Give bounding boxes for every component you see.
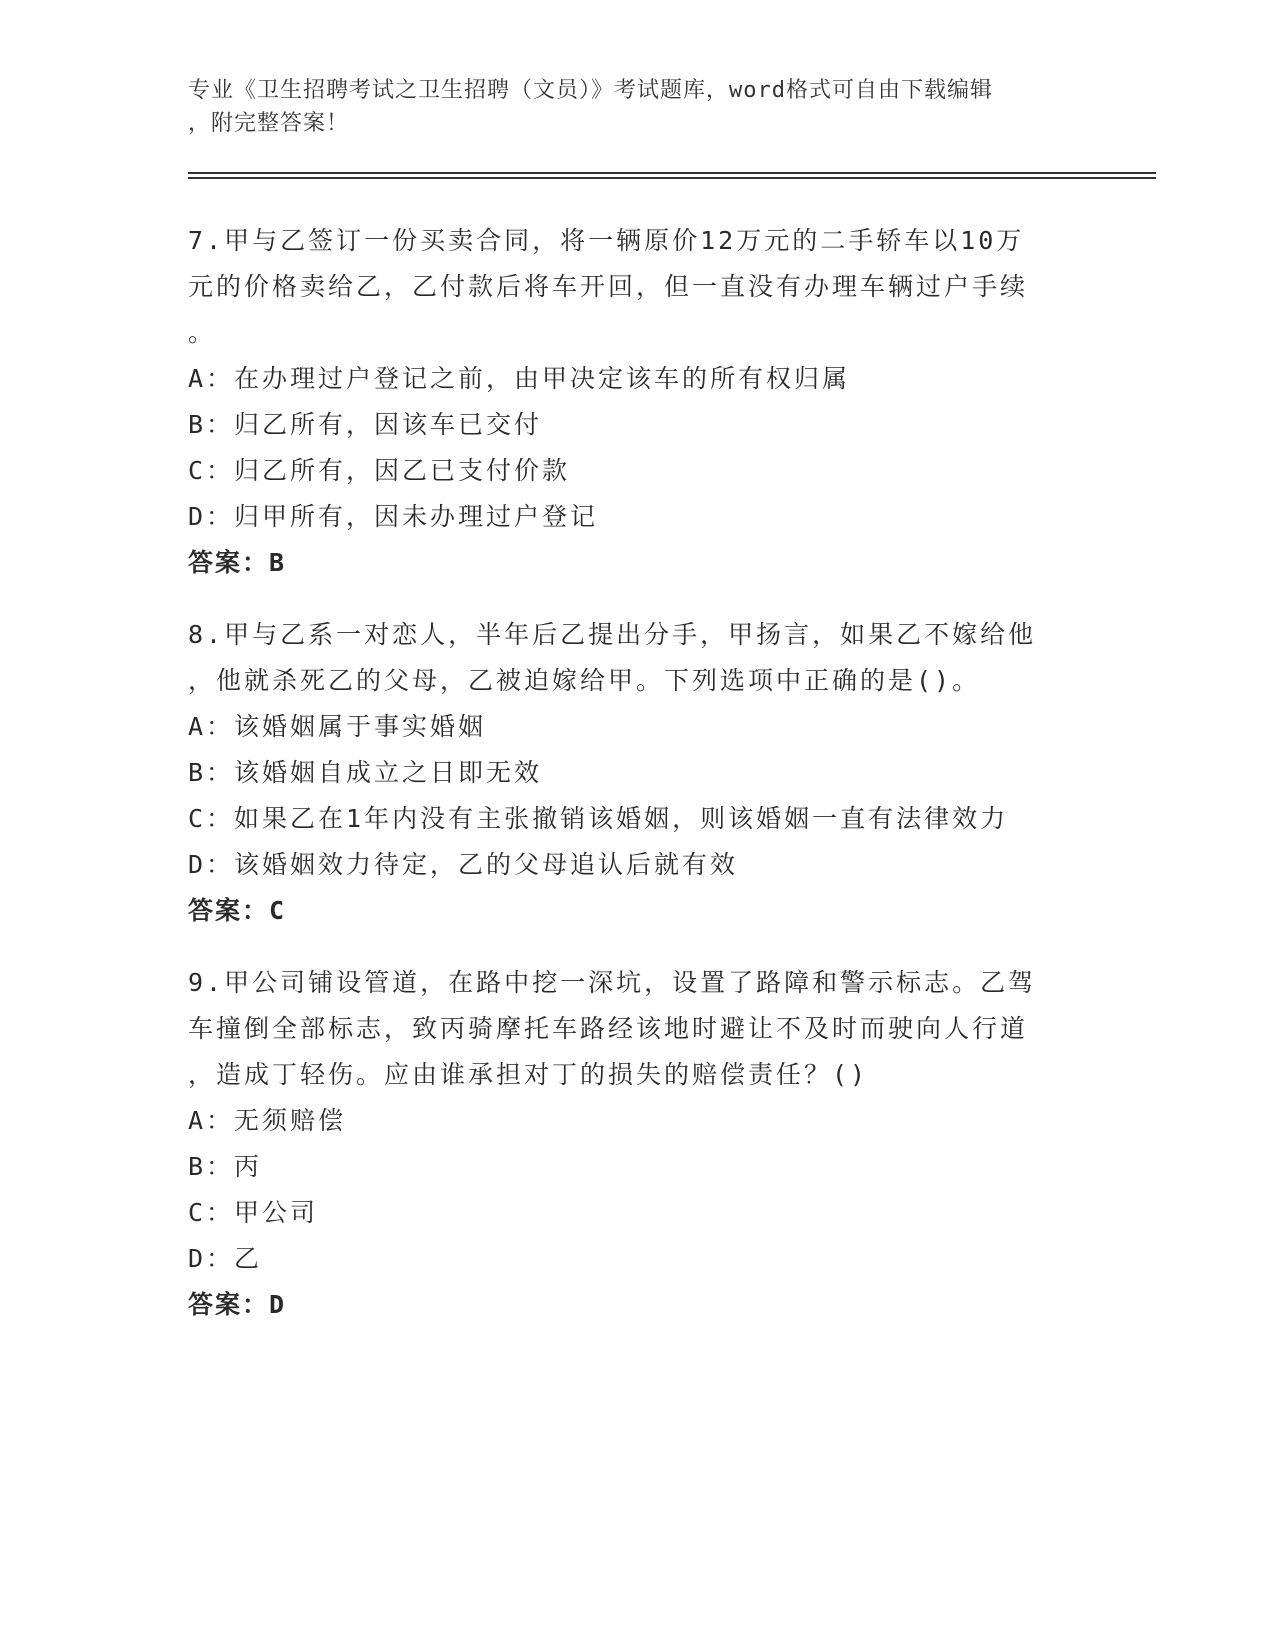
question-stem-line: 元的价格卖给乙，乙付款后将车开回，但一直没有办理车辆过户手续 [188,272,1029,301]
answer-label: 答案：C [188,896,287,925]
document-header-note [188,74,1068,140]
option-c: C：如果乙在1年内没有主张撤销该婚姻，则该婚姻一直有法律效力 [188,804,1009,833]
option-c: C：归乙所有，因乙已支付价款 [188,456,571,485]
answer-label: 答案：D [188,1290,287,1319]
header-line-2: ，附完整答案！ [188,111,350,136]
question-9 [188,960,1088,1328]
question-8 [188,612,1088,934]
option-b: B：丙 [188,1152,263,1181]
question-stem-line: 8.甲与乙系一对恋人，半年后乙提出分手，甲扬言，如果乙不嫁给他 [188,620,1037,649]
option-b: B：该婚姻自成立之日即无效 [188,758,543,787]
option-d: D：归甲所有，因未办理过户登记 [188,502,599,531]
question-stem-line: ，他就杀死乙的父母，乙被迫嫁给甲。下列选项中正确的是()。 [188,666,981,695]
option-d: D：该婚姻效力待定，乙的父母追认后就有效 [188,850,739,879]
header-line-1: 专业《卫生招聘考试之卫生招聘（文员）》考试题库，word格式可自由下载编辑 [188,78,993,103]
option-a: A：无须赔偿 [188,1106,347,1135]
question-stem-line: 7.甲与乙签订一份买卖合同，将一辆原价12万元的二手轿车以10万 [188,226,1025,255]
option-c: C：甲公司 [188,1198,319,1227]
header-divider-top [188,172,1156,174]
answer-label: 答案：B [188,548,287,577]
option-a: A：该婚姻属于事实婚姻 [188,712,487,741]
option-a: A：在办理过户登记之前，由甲决定该车的所有权归属 [188,364,851,393]
option-b: B：归乙所有，因该车已交付 [188,410,543,439]
question-stem-line: 车撞倒全部标志，致丙骑摩托车路经该地时避让不及时而驶向人行道 [188,1014,1029,1043]
question-stem-line: ，造成丁轻伤。应由谁承担对丁的损失的赔偿责任？() [188,1060,869,1089]
question-7 [188,218,1088,586]
header-divider-bottom [188,177,1156,179]
option-d: D：乙 [188,1244,263,1273]
question-stem-line: 9.甲公司铺设管道，在路中挖一深坑，设置了路障和警示标志。乙驾 [188,968,1037,997]
question-stem-line: 。 [188,318,217,347]
